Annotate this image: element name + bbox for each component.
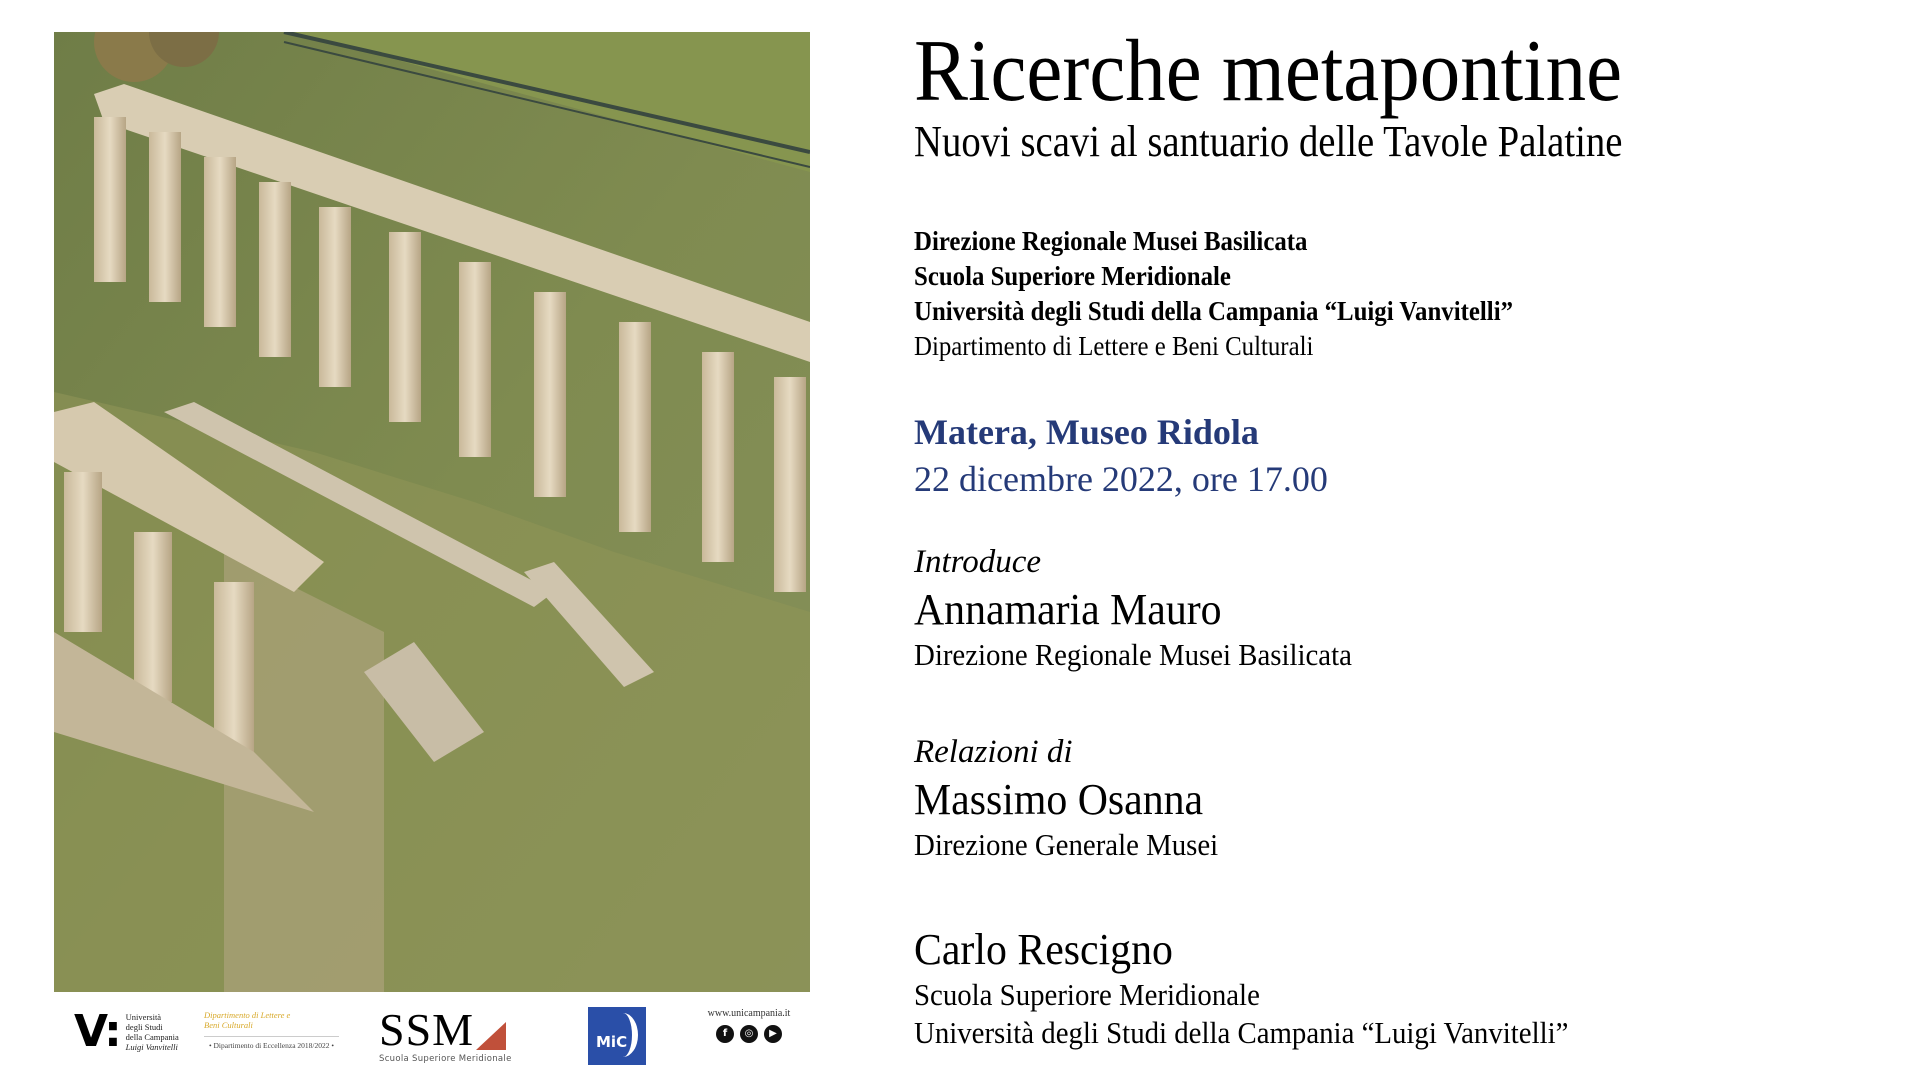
website-link[interactable]: www.unicampania.it [707, 1008, 791, 1019]
organizers [914, 224, 1513, 364]
organizer: Direzione Regionale Musei Basilicata [914, 226, 1308, 256]
speaker-affiliation: Scuola Superiore Meridionale [914, 977, 1260, 1012]
speaker-affiliation: Direzione Generale Musei [914, 827, 1219, 862]
youtube-icon[interactable]: ▶ [764, 1025, 782, 1043]
page-subtitle: Nuovi scavi al santuario delle Tavole Palatine [914, 117, 1623, 166]
social-icons [694, 1025, 804, 1043]
mic-mark: MiC [596, 1033, 628, 1051]
department-name: Beni Culturali [204, 1020, 253, 1030]
event-date: 22 dicembre 2022, ore 17.00 [914, 459, 1328, 499]
ssm-subtitle: Scuola Superiore Meridionale [379, 1054, 512, 1064]
talks-speaker-2 [914, 924, 1618, 1052]
triangle-icon [476, 1022, 506, 1050]
ssm-logo [379, 1004, 539, 1064]
vanvitelli-line: degli Studi [125, 1022, 163, 1032]
speaker-affiliation: Direzione Regionale Musei Basilicata [914, 637, 1352, 672]
department-name: Dipartimento di Lettere e [204, 1010, 291, 1020]
vanvitelli-logo [74, 1006, 179, 1057]
speaker-affiliation: Università degli Studi della Campania “Luigi Vanvitelli” [914, 1015, 1569, 1050]
section-label: Relazioni di [914, 734, 1073, 770]
temple-aerial-photo [54, 32, 810, 992]
photo-illustration [54, 32, 810, 992]
instagram-icon[interactable]: ◎ [740, 1025, 758, 1043]
divider [204, 1036, 339, 1037]
vanvitelli-text [126, 1012, 179, 1052]
talks-section [914, 730, 1241, 864]
organizer: Università degli Studi della Campania “Luigi Vanvitelli” [914, 296, 1514, 326]
speaker-name: Massimo Osanna [914, 775, 1204, 824]
vanvitelli-line: della Campania [125, 1032, 179, 1042]
vanvitelli-line: Università [125, 1012, 162, 1022]
facebook-icon[interactable]: f [716, 1025, 734, 1043]
event-venue [914, 408, 1328, 502]
intro-section [914, 540, 1385, 674]
organizer: Dipartimento di Lettere e Beni Culturali [914, 331, 1314, 361]
mic-logo [588, 1007, 646, 1065]
vanvitelli-line: Luigi Vanvitelli [125, 1042, 178, 1052]
speaker-name: Annamaria Mauro [914, 585, 1222, 634]
department-logo [204, 1010, 339, 1050]
sponsor-logos [54, 1002, 814, 1074]
department-excellence: • Dipartimento di Eccellenza 2018/2022 • [208, 1041, 334, 1050]
organizer: Scuola Superiore Meridionale [914, 261, 1231, 291]
vanvitelli-mark: V: [74, 1006, 120, 1057]
ssm-mark: SSM [379, 1004, 475, 1055]
website-block [694, 1008, 804, 1043]
section-label: Introduce [914, 544, 1042, 580]
page-title: Ricerche metapontine [914, 23, 1623, 120]
speaker-name: Carlo Rescigno [914, 925, 1173, 974]
event-place: Matera, Museo Ridola [914, 412, 1259, 452]
